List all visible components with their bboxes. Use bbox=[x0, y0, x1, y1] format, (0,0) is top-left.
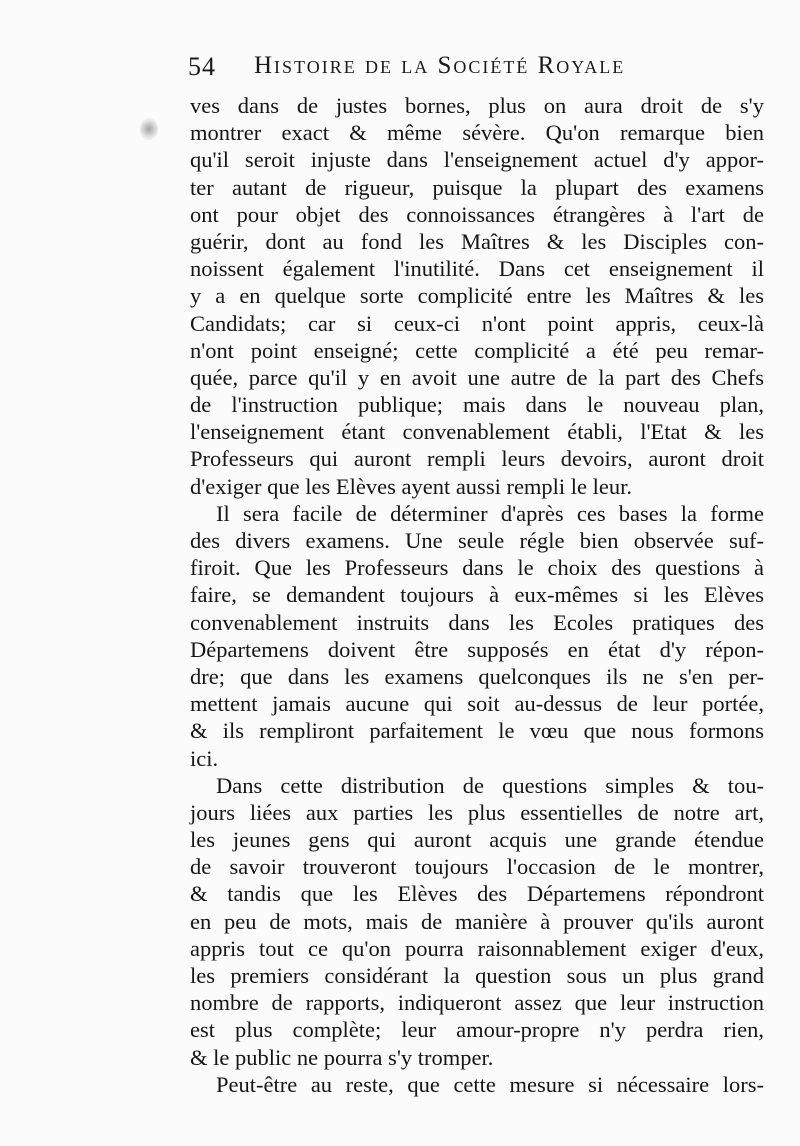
text-line: montrer exact & même sévère. Qu'on remarque bien bbox=[190, 120, 764, 146]
text-line: & tandis que les Elèves des Départemens répondront bbox=[190, 881, 764, 907]
text-line: mettent jamais aucune qui soit au-dessus de leur portée, bbox=[190, 691, 764, 717]
text-line: jours liées aux parties les plus essentielles de notre art, bbox=[190, 799, 764, 825]
text-line: d'exiger que les Elèves ayent aussi rempli le leur. bbox=[190, 473, 633, 499]
text-line: Dans cette distribution de questions simples & tou- bbox=[216, 772, 764, 798]
text-line: ves dans de justes bornes, plus on aura droit de s'y bbox=[190, 93, 764, 118]
text-line: y a en quelque sorte complicité entre les Maîtres & les bbox=[190, 283, 764, 309]
text-line: en peu de mots, mais de manière à prouver qu'ils auront bbox=[190, 908, 764, 934]
text-line: dre; que dans les examens quelconques ils ne s'en per- bbox=[190, 663, 764, 689]
text-line: de l'instruction publique; mais dans le nouveau plan, bbox=[190, 392, 764, 418]
text-line: Candidats; car si ceux-ci n'ont point appris, ceux-là bbox=[190, 310, 764, 336]
text-line: des divers examens. Une seule régle bien observée suf- bbox=[190, 528, 764, 553]
body-text bbox=[190, 92, 764, 1098]
paragraph bbox=[190, 1071, 764, 1098]
text-line: les premiers considérant la question sous un plus grand bbox=[190, 963, 764, 988]
ink-smudge bbox=[140, 118, 158, 140]
text-line: faire, se demandent toujours à eux-mêmes si les Elèves bbox=[190, 582, 764, 608]
running-title: Histoire de la Société Royale bbox=[254, 52, 626, 79]
text-line: n'ont point enseigné; cette complicité a été peu remar- bbox=[190, 337, 764, 363]
text-line: l'enseignement étant convenablement établi, l'Etat & les bbox=[190, 419, 764, 445]
paragraph bbox=[190, 772, 764, 1071]
text-line: ont pour objet des connoissances étrangères à l'art de bbox=[190, 201, 764, 227]
paragraph bbox=[190, 92, 764, 500]
text-line: Professeurs qui auront rempli leurs devoirs, auront droit bbox=[190, 446, 764, 472]
text-line: qu'il seroit injuste dans l'enseignement actuel d'y appor- bbox=[190, 147, 764, 173]
text-line: firoit. Que les Professeurs dans le choix des questions à bbox=[190, 555, 764, 581]
text-line: quée, parce qu'il y en avoit une autre de la part des Chefs bbox=[190, 364, 764, 390]
text-line: de savoir trouveront toujours l'occasion de le montrer, bbox=[190, 854, 764, 880]
paragraph bbox=[190, 500, 764, 772]
page-header bbox=[188, 52, 768, 92]
text-line: & ils rempliront parfaitement le vœu que nous formons bbox=[190, 718, 764, 744]
text-line: est plus complète; leur amour-propre n'y perdra rien, bbox=[190, 1017, 764, 1043]
text-line: Départemens doivent être supposés en état d'y répon- bbox=[190, 636, 764, 662]
text-line: guérir, dont au fond les Maîtres & les Disciples con- bbox=[190, 228, 764, 254]
text-line: ici. bbox=[190, 745, 219, 771]
text-line: noissent également l'inutilité. Dans cet enseignement il bbox=[190, 256, 764, 282]
text-line: convenablement instruits dans les Ecoles pratiques des bbox=[190, 609, 764, 635]
text-line: & le public ne pourra s'y tromper. bbox=[190, 1044, 494, 1070]
text-line: nombre de rapports, indiqueront assez que leur instruction bbox=[190, 990, 764, 1016]
text-line: Il sera facile de déterminer d'après ces bases la forme bbox=[216, 500, 764, 526]
text-line: ter autant de rigueur, puisque la plupart des examens bbox=[190, 174, 764, 200]
text-line: Peut-être au reste, que cette mesure si nécessaire lors- bbox=[216, 1071, 764, 1097]
text-line: les jeunes gens qui auront acquis une grande étendue bbox=[190, 827, 764, 853]
text-line: appris tout ce qu'on pourra raisonnablement exiger d'eux, bbox=[190, 935, 764, 961]
page-number: 54 bbox=[188, 52, 216, 81]
